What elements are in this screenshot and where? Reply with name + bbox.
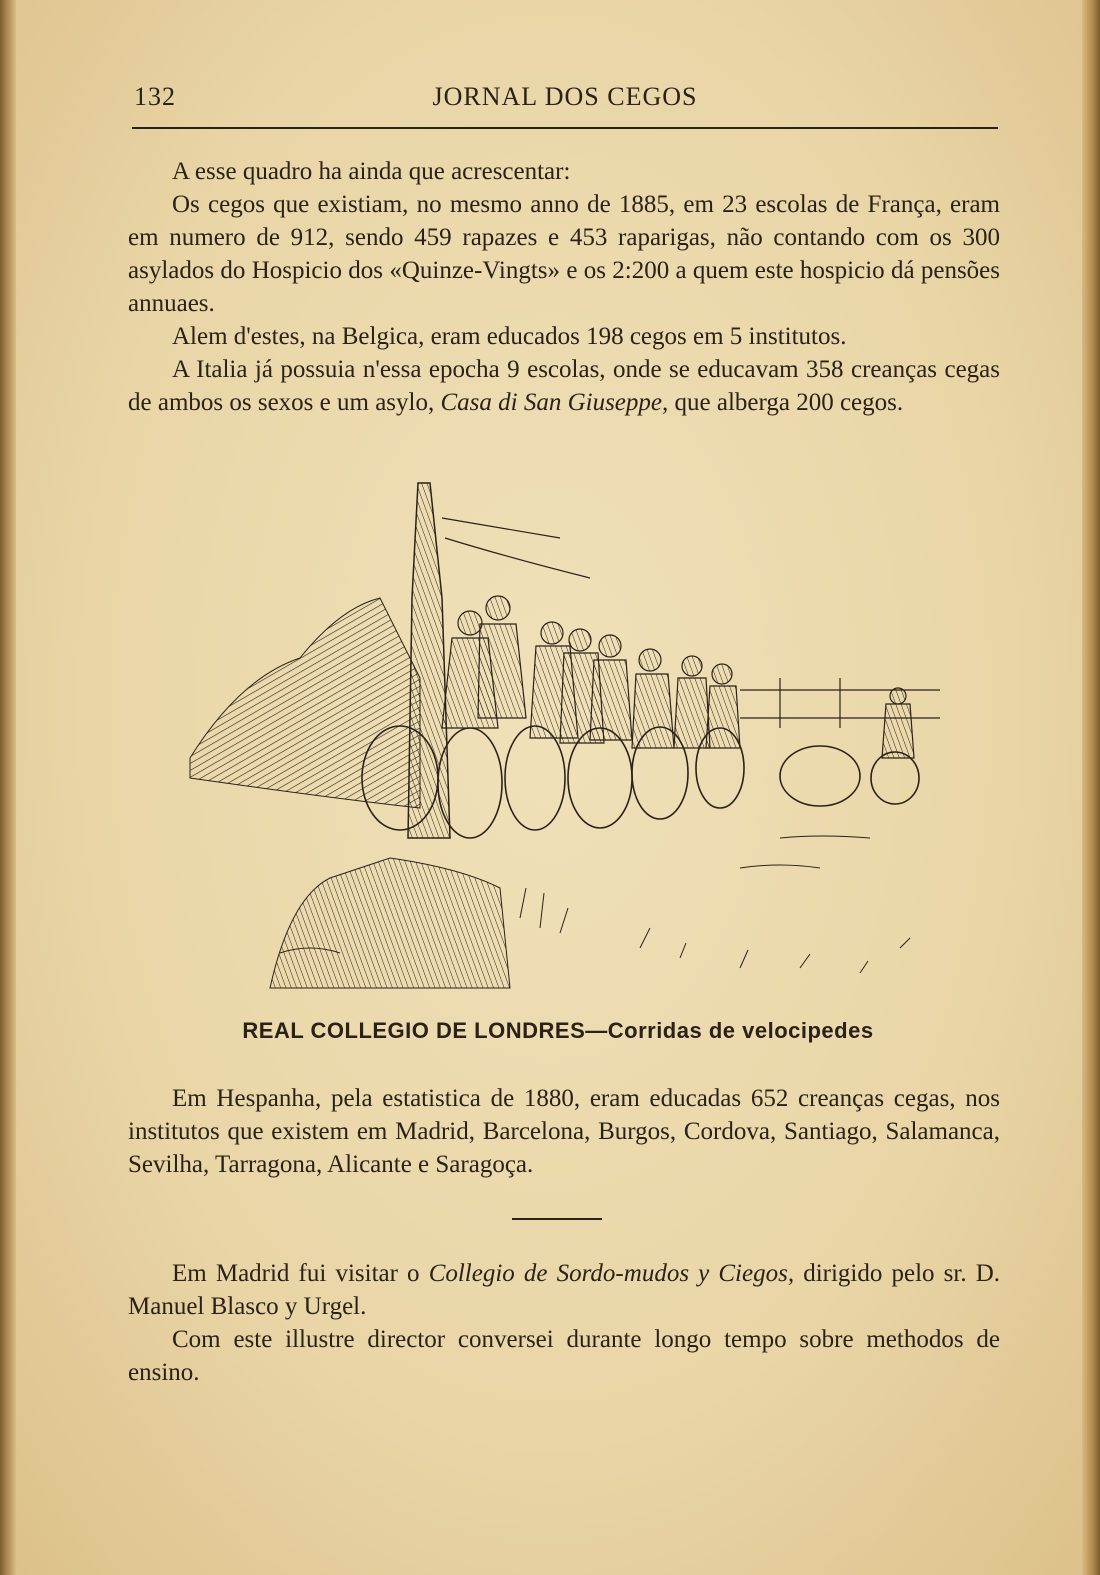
page-left-edge <box>0 0 16 1575</box>
page-number: 132 <box>134 82 176 111</box>
header-rule <box>132 127 998 129</box>
italic-name: Casa di San Giuseppe, <box>440 389 669 416</box>
grass-foreground <box>270 858 510 988</box>
paragraph <box>128 353 1000 419</box>
text-block-statistics <box>128 155 1000 419</box>
paragraph: A esse quadro ha ainda que acrescentar: <box>172 158 571 185</box>
engraving-drawing <box>180 478 950 998</box>
illustration-velocipede-race <box>180 478 950 998</box>
section-divider <box>512 1218 602 1220</box>
figure-caption <box>128 1018 988 1044</box>
caption-title: REAL COLLEGIO DE LONDRES <box>242 1018 586 1043</box>
riders-group <box>442 596 914 758</box>
text-block-spain <box>128 1082 1000 1181</box>
text-span: dirigido pelo sr. D. Manuel Blasco y Urgel. <box>128 1260 1001 1320</box>
text-span: que alberga 200 cegos. <box>668 389 904 416</box>
paragraph: Com este illustre director conversei durante longo tempo sobre methodos de ensino. <box>128 1326 1000 1386</box>
paragraph: Os cegos que existiam, no mesmo anno de 1885, em 23 escolas de França, eram em numero de 912, sendo 459 rapazes e 453 raparigas, não contando com os 300 asylados do Hospicio dos «Quinze-Vingts» e os 2:200 a quem este hospicio dá pensões annuaes. <box>128 191 1000 317</box>
text-span: Em Madrid fui visitar o <box>172 1260 429 1287</box>
journal-title: JORNAL DOS CEGOS <box>432 82 698 111</box>
paragraph: Em Hespanha, pela estatistica de 1880, eram educadas 652 creanças cegas, nos institutos que existem em Madrid, Barcelona, Burgos, Cordova, Santiago, Salamanca, Sevilha, Tarragona, Alicante e Saragoça. <box>128 1085 1000 1178</box>
running-header <box>128 82 1002 116</box>
text-block-madrid <box>128 1257 1000 1389</box>
caption-dash: — <box>585 1018 608 1043</box>
page-right-edge <box>1082 0 1100 1575</box>
paragraph: Alem d'estes, na Belgica, eram educados 198 cegos em 5 institutos. <box>172 323 847 350</box>
text-span: A Italia já possuia n'essa epocha 9 escolas, onde se educavam 358 creanças cegas de ambos os sexos e um asylo, <box>128 356 1000 416</box>
paragraph <box>128 1257 1000 1323</box>
bushes-left <box>190 598 420 808</box>
italic-name: Collegio de Sordo-mudos y Ciegos, <box>428 1260 795 1287</box>
tree-branch <box>442 518 590 578</box>
caption-subtitle: Corridas de velocipedes <box>607 1018 874 1043</box>
